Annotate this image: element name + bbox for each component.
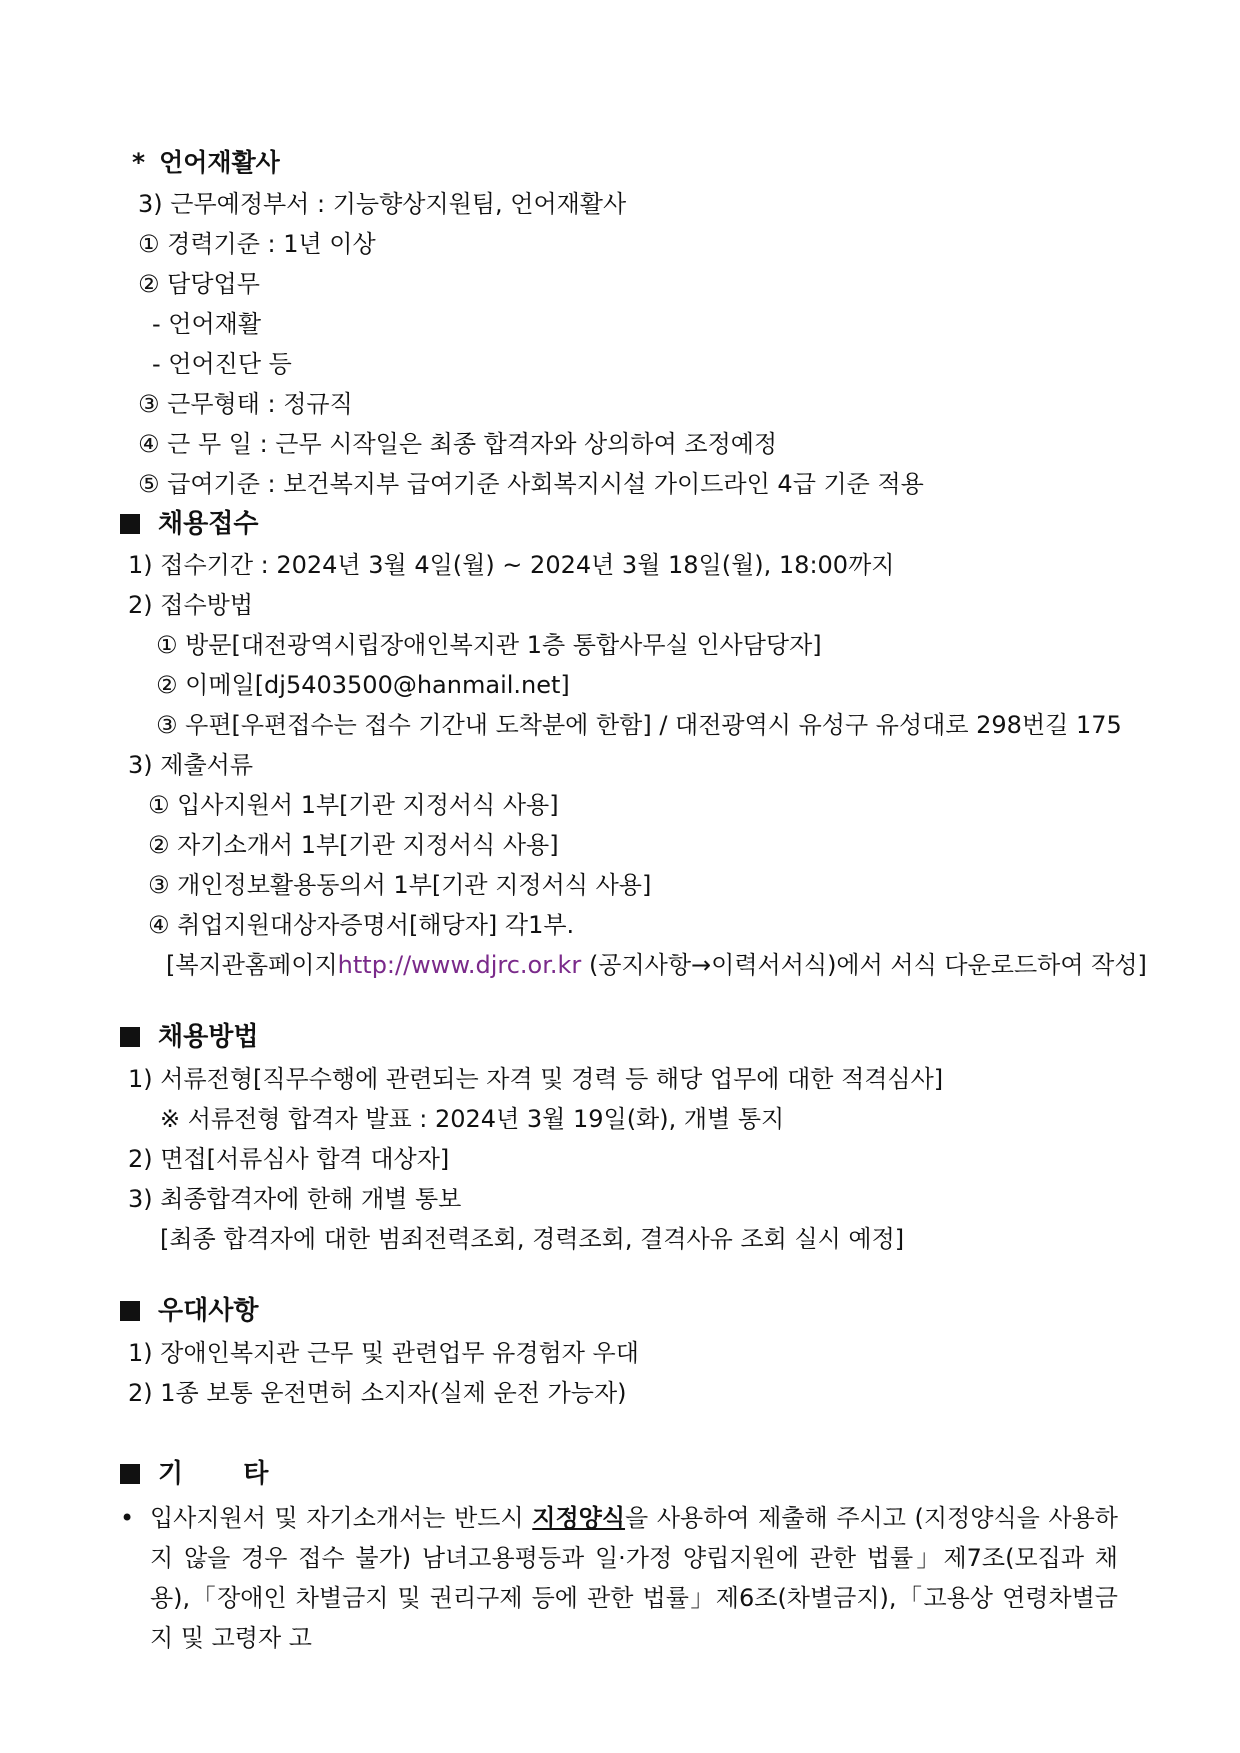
etc-heading (120, 1459, 282, 1489)
selection-step-1: 1) 서류전형[직무수행에 관련되는 자격 및 경력 등 해당 업무에 대한 적격심사] (128, 1065, 944, 1093)
slp-duties-title: ② 담당업무 (138, 270, 260, 298)
slp-duty-item: - 언어재활 (152, 310, 262, 338)
etc-paragraph (120, 1498, 1118, 1658)
download-suffix: (공지사항→이력서서식)에서 서식 다운로드하여 작성] (581, 951, 1147, 979)
etc-emphasis: 지정양식 (532, 1504, 626, 1532)
slp-career: ① 경력기준 : 1년 이상 (138, 230, 376, 258)
application-doc-item: ② 자기소개서 1부[기관 지정서식 사용] (148, 831, 559, 859)
homepage-link[interactable]: http://www.djrc.or.kr (337, 951, 582, 979)
etc-text-after: 을 사용하여 제출해 주시고 (지정양식을 사용하지 않을 경우 접수 불가) 남녀고용평등과 일·가정 양립지원에 관한 법률」제7조(모집과 채용),「장애인 차별금지 및 권리구제 등에 관한 법률」제6조(차별금지),「고용상 연령차별금지 및 고령자 고 (150, 1504, 1118, 1652)
selection-step-3: 3) 최종합격자에 한해 개별 통보 (128, 1185, 462, 1213)
selection-heading-text: 채용방법 (158, 1022, 259, 1052)
application-docs-title: 3) 제출서류 (128, 751, 253, 779)
preference-heading-text: 우대사항 (158, 1296, 259, 1326)
square-bullet-icon (120, 1301, 140, 1321)
selection-step-3-note: [최종 합격자에 대한 범죄전력조회, 경력조회, 결격사유 조회 실시 예정] (160, 1225, 905, 1253)
preference-heading (120, 1296, 258, 1326)
download-instruction (166, 950, 1147, 980)
download-prefix: [복지관홈페이지 (166, 951, 338, 979)
slp-work-type: ③ 근무형태 : 정규직 (138, 390, 353, 418)
application-method-visit: ① 방문[대전광역시립장애인복지관 1층 통합사무실 인사담당자] (156, 631, 822, 659)
application-doc-item: ③ 개인정보활용동의서 1부[기관 지정서식 사용] (148, 871, 652, 899)
application-method-title: 2) 접수방법 (128, 591, 253, 619)
application-method-mail: ③ 우편[우편접수는 접수 기간내 도착분에 한함] / 대전광역시 유성구 유성대로 298번길 175 (156, 711, 1122, 739)
slp-work-day: ④ 근 무 일 : 근무 시작일은 최종 합격자와 상의하여 조정예정 (138, 430, 778, 458)
application-heading (120, 509, 258, 539)
slp-dept: 3) 근무예정부서 : 기능향상지원팀, 언어재활사 (138, 190, 627, 218)
slp-salary: ⑤ 급여기준 : 보건복지부 급여기준 사회복지시설 가이드라인 4급 기준 적용 (138, 470, 924, 498)
etc-text-before: 입사지원서 및 자기소개서는 반드시 (150, 1504, 533, 1532)
application-doc-item: ① 입사지원서 1부[기관 지정서식 사용] (148, 791, 559, 819)
square-bullet-icon (120, 1027, 140, 1047)
slp-duty-item: - 언어진단 등 (152, 350, 292, 378)
application-period: 1) 접수기간 : 2024년 3월 4일(월) ~ 2024년 3월 18일(월), 18:00까지 (128, 551, 895, 579)
application-heading-text: 채용접수 (158, 509, 259, 539)
etc-heading-text: 기 타 (158, 1459, 283, 1489)
square-bullet-icon (120, 1464, 140, 1484)
application-method-email: ② 이메일[dj5403500@hanmail.net] (156, 671, 570, 699)
preference-item: 1) 장애인복지관 근무 및 관련업무 유경험자 우대 (128, 1339, 639, 1367)
application-doc-item: ④ 취업지원대상자증명서[해당자] 각1부. (148, 911, 575, 939)
etc-paragraph-body (128, 1498, 1118, 1658)
selection-heading (120, 1022, 258, 1052)
selection-step-2: 2) 면접[서류심사 합격 대상자] (128, 1145, 450, 1173)
preference-item: 2) 1종 보통 운전면허 소지자(실제 운전 가능자) (128, 1379, 627, 1407)
selection-step-1-note: ※ 서류전형 합격자 발표 : 2024년 3월 19일(화), 개별 통지 (160, 1105, 785, 1133)
dot-bullet-icon: • (120, 1504, 135, 1532)
slp-section-title (132, 148, 280, 178)
square-bullet-icon (120, 514, 140, 534)
slp-title-text: 언어재활사 (159, 148, 280, 177)
asterisk-icon: * (132, 148, 146, 177)
